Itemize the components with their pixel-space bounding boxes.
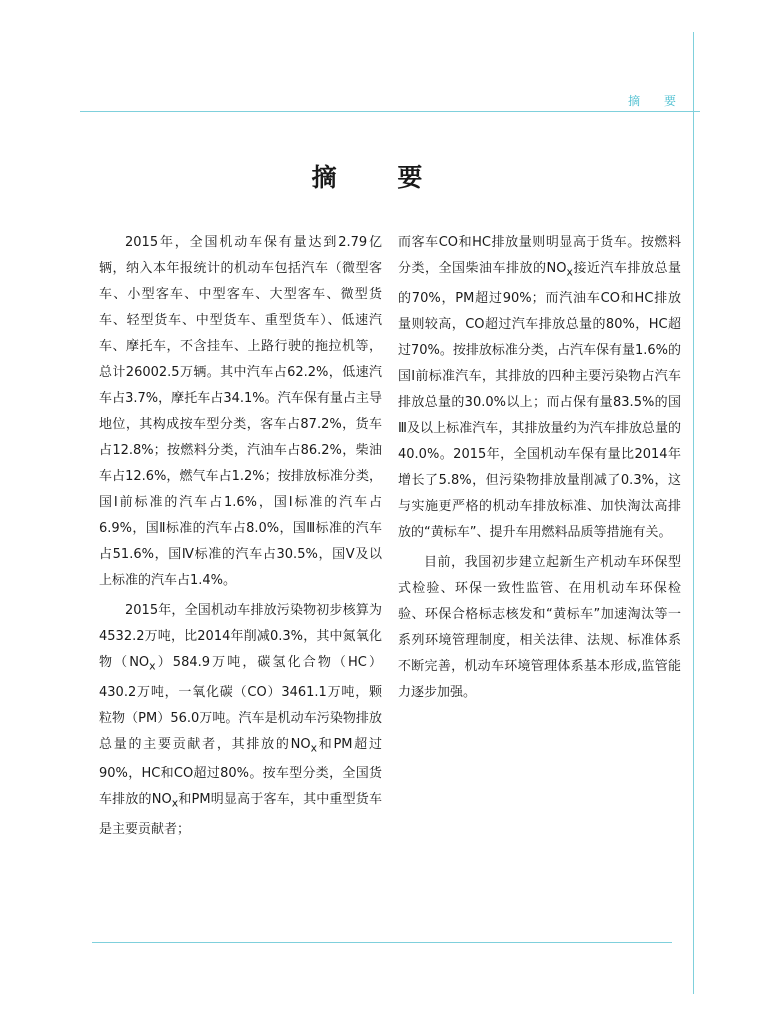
subscript-x: x [566, 265, 573, 279]
left-column [99, 230, 382, 847]
text-segment: ）584.9万吨，碳氢化合物（HC）430.2万吨，一氧化碳（CO）3461.1万吨，颗粒物（PM）56.0万吨。汽车是机动车污染物排放总量的主要贡献者，其排放的NO [99, 655, 382, 752]
text-segment: 2015年，全国机动车排放污染物初步核算为4532.2万吨，比2014年削减0.3%，其中氮氧化物（NO [99, 603, 382, 670]
paragraph-vehicle-ownership: 2015年，全国机动车保有量达到2.79亿辆，纳入本年报统计的机动车包括汽车（微型客车、小型客车、中型客车、大型客车、微型货车、轻型货车、中型货车、重型货车）、低速汽车、摩托车，不含挂车、上路行驶的拖拉机等，总计26002.5万辆。其中汽车占62.2%，低速汽车占3.7%，摩托车占34.1%。汽车保有量占主导地位，其构成按车型分类，客车占87.2%，货车占12.8%；按燃料分类，汽油车占86.2%，柴油车占12.6%，燃气车占1.2%；按排放标准分类，国Ⅰ前标准的汽车占1.6%，国Ⅰ标准的汽车占6.9%，国Ⅱ标准的汽车占8.0%，国Ⅲ标准的汽车占51.6%，国Ⅳ标准的汽车占30.5%，国Ⅴ及以上标准的汽车占1.4%。 [99, 235, 382, 588]
text-segment: 而客车CO和HC排放量则明显高于货车。按燃料分类，全国柴油车排放的NO [398, 235, 681, 276]
page-title: 摘 要 [311, 163, 449, 192]
running-header: 摘 要 [628, 94, 686, 108]
text-segment: 和PM超过90%，HC和CO超过80%。按车型分类，全国货车排放的NO [99, 736, 382, 808]
paragraph-management-system: 目前，我国初步建立起新生产机动车环保型式检验、环保一致性监管、在用机动车环保检验、环保合格标志核发和“黄标车”加速淘汰等一系列环境管理制度，相关法律、法规、标准体系不断完善，机动车环境管理体系基本形成,监管能力逐步加强。 [398, 554, 681, 700]
footer-rule [92, 942, 672, 943]
text-segment: 和PM明显高于客车，其中重型货车是主要贡献者； [99, 792, 382, 837]
text-segment: 接近汽车排放总量的70%，PM超过90%；而汽油车CO和HC排放量则较高，CO超过汽车排放总量的80%，HC超过70%。按排放标准分类，占汽车保有量1.6%的国Ⅰ前标准汽车，其排放的四种主要污染物占汽车排放总量的30.0%以上；而占保有量83.5%的国Ⅲ及以上标准汽车，其排放量约为汽车排放总量的40.0%。2015年，全国机动车保有量比2014年增长了5.8%，但污染物排放量削减了0.3%，这与实施更严格的机动车排放标准、加快淘汰高排放的“黄标车”、提升车用燃料品质等措施有关。 [398, 261, 681, 540]
right-margin-rule [693, 32, 694, 994]
header-rule [80, 111, 700, 112]
subscript-x: x [171, 796, 179, 810]
right-column [398, 230, 681, 710]
subscript-x: x [310, 741, 317, 755]
paragraph-emissions-total [99, 598, 382, 843]
paragraph-emissions-continued [398, 230, 681, 546]
subscript-x: x [149, 659, 156, 673]
